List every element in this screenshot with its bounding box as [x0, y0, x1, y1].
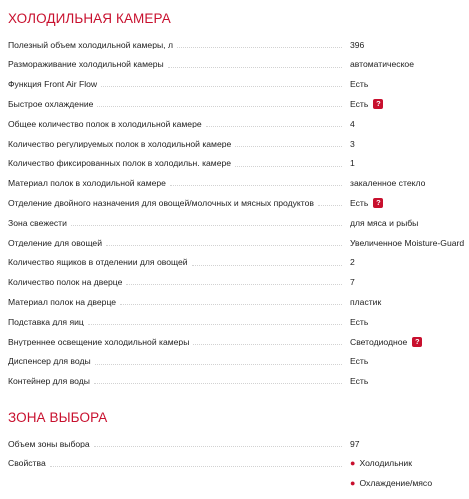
dotted-leader	[206, 126, 342, 127]
spec-value: автоматическое	[350, 59, 414, 70]
dotted-leader	[170, 185, 342, 186]
spec-label-cell	[8, 357, 350, 366]
dotted-leader	[95, 364, 342, 365]
spec-label-cell	[8, 199, 350, 208]
spec-value: 2	[350, 257, 355, 268]
bullet-icon: ●	[350, 458, 356, 469]
spec-label-cell	[8, 60, 350, 69]
spec-row-front-air-flow	[8, 75, 469, 95]
spec-value: закаленное стекло	[350, 178, 426, 189]
spec-label-cell	[8, 179, 350, 188]
spec-value: Увеличенное Moisture-Guard	[350, 237, 465, 248]
dotted-leader	[318, 205, 342, 206]
dotted-leader	[126, 284, 342, 285]
spec-label: Свойства	[8, 458, 46, 469]
spec-label-cell	[8, 120, 350, 129]
spec-row-egg-tray	[8, 312, 469, 332]
spec-label-cell	[8, 318, 350, 327]
spec-label: Внутреннее освещение холодильной камеры	[8, 337, 190, 347]
dotted-leader	[88, 324, 342, 325]
spec-value-cell	[350, 239, 469, 248]
spec-value: 97	[350, 438, 360, 449]
dotted-leader	[235, 146, 342, 147]
spec-value-cell	[350, 258, 469, 267]
spec-value: Есть	[350, 316, 369, 327]
dotted-leader	[97, 106, 342, 107]
selection-zone-spec-list	[8, 434, 469, 493]
spec-value-cell	[350, 377, 469, 386]
spec-label: Объем зоны выбора	[8, 439, 90, 449]
dotted-leader	[101, 86, 342, 87]
spec-value: Есть	[350, 197, 369, 208]
spec-row-water-dispenser	[8, 352, 469, 372]
spec-value-cell	[350, 219, 469, 228]
spec-label: Полезный объем холодильной камеры, л	[8, 40, 173, 50]
spec-value-cell	[350, 278, 469, 287]
property-item	[350, 474, 432, 494]
spec-label-cell	[8, 298, 350, 307]
spec-value-cell	[350, 60, 469, 69]
spec-label: Быстрое охлаждение	[8, 99, 94, 109]
spec-row-adjustable-shelves	[8, 134, 469, 154]
spec-label-cell	[8, 41, 350, 50]
spec-label: Количество фиксированных полок в холодильн. камере	[8, 159, 232, 168]
spec-value-cell	[350, 440, 469, 449]
spec-label-cell	[8, 100, 350, 109]
spec-value-cell	[350, 159, 469, 168]
spec-value-cell	[350, 80, 469, 89]
dotted-leader	[94, 446, 342, 447]
help-icon[interactable]: ?	[373, 198, 383, 208]
spec-value-list	[350, 454, 469, 494]
spec-label-cell	[8, 454, 350, 474]
spec-label-cell	[8, 80, 350, 89]
spec-row-shelf-material	[8, 174, 469, 194]
spec-value: 1	[350, 158, 355, 169]
spec-value-cell	[350, 41, 469, 50]
fridge-section-title: ХОЛОДИЛЬНАЯ КАМЕРА	[8, 11, 171, 26]
dotted-leader	[168, 67, 342, 68]
spec-label: Количество полок на дверце	[8, 278, 123, 287]
spec-value-cell	[350, 99, 469, 109]
spec-value-cell	[350, 298, 469, 307]
property-item-text: Охлаждение/мясо	[359, 478, 433, 489]
selection-zone-section-title: ЗОНА ВЫБОРА	[8, 410, 108, 425]
spec-label: Количество ящиков в отделении для овощей	[8, 258, 188, 267]
fridge-spec-list	[8, 35, 469, 391]
spec-label-cell	[8, 377, 350, 386]
spec-label: Контейнер для воды	[8, 377, 90, 386]
property-item	[350, 454, 412, 474]
spec-value: 396	[350, 39, 365, 50]
spec-label: Подставка для яиц	[8, 317, 84, 327]
spec-value: Есть	[350, 356, 369, 367]
help-icon[interactable]: ?	[373, 99, 383, 109]
spec-value-cell	[350, 357, 469, 366]
spec-label: Функция Front Air Flow	[8, 80, 98, 89]
dotted-leader	[50, 466, 342, 467]
spec-row-fast-cooling	[8, 94, 469, 114]
spec-value: Есть	[350, 79, 369, 90]
dotted-leader	[193, 344, 342, 345]
dotted-leader	[120, 304, 342, 305]
spec-row-freshness-zone	[8, 213, 469, 233]
spec-label: Материал полок в холодильной камере	[8, 179, 166, 188]
spec-value: пластик	[350, 296, 382, 307]
spec-label: Размораживание холодильной камеры	[8, 60, 164, 69]
spec-row-vegetable-drawers	[8, 253, 469, 273]
spec-row-properties	[8, 454, 469, 494]
spec-value: 3	[350, 138, 355, 149]
dotted-leader	[106, 245, 342, 246]
spec-row-vegetable-compartment	[8, 233, 469, 253]
bullet-icon: ●	[350, 477, 356, 488]
spec-label-cell	[8, 258, 350, 267]
spec-label: Общее количество полок в холодильной камере	[8, 119, 202, 129]
spec-label-cell	[8, 440, 350, 449]
spec-row-interior-lighting	[8, 332, 469, 352]
spec-value: 7	[350, 277, 355, 288]
spec-label-cell	[8, 140, 350, 149]
spec-label: Отделение для овощей	[8, 238, 103, 248]
dotted-leader	[235, 166, 342, 167]
spec-value-cell	[350, 318, 469, 327]
spec-label-cell	[8, 239, 350, 248]
spec-value: Светодиодное	[350, 336, 408, 347]
dotted-leader	[177, 47, 342, 48]
spec-label: Зона свежести	[8, 218, 67, 228]
spec-row-dual-compartment	[8, 193, 469, 213]
spec-label-cell	[8, 159, 350, 168]
spec-row-door-shelf-material	[8, 292, 469, 312]
spec-value-cell	[350, 337, 469, 347]
spec-row-defrost	[8, 55, 469, 75]
spec-label: Отделение двойного назначения для овощей/молочных и мясных продуктов	[8, 198, 314, 208]
spec-value-cell	[350, 140, 469, 149]
spec-label-cell	[8, 338, 350, 347]
spec-value: 4	[350, 118, 355, 129]
spec-value: Есть	[350, 98, 369, 109]
spec-row-selection-zone-volume	[8, 434, 469, 454]
spec-label-cell	[8, 219, 350, 228]
property-item-text: Холодильник	[359, 458, 412, 469]
spec-value-cell	[350, 198, 469, 208]
help-icon[interactable]: ?	[412, 337, 422, 347]
dotted-leader	[192, 265, 342, 266]
dotted-leader	[94, 383, 342, 384]
spec-value: Есть	[350, 376, 369, 387]
spec-value: для мяса и рыбы	[350, 217, 419, 228]
spec-row-useful-volume	[8, 35, 469, 55]
spec-label: Диспенсер для воды	[8, 357, 91, 366]
spec-row-water-container	[8, 372, 469, 392]
spec-row-door-shelves	[8, 273, 469, 293]
dotted-leader	[71, 225, 342, 226]
spec-label-cell	[8, 278, 350, 287]
spec-value-cell	[350, 120, 469, 129]
spec-row-total-shelves	[8, 114, 469, 134]
spec-value-cell	[350, 179, 469, 188]
spec-row-fixed-shelves	[8, 154, 469, 174]
spec-label: Количество регулируемых полок в холодильной камере	[8, 139, 232, 149]
spec-label: Материал полок на дверце	[8, 297, 117, 307]
